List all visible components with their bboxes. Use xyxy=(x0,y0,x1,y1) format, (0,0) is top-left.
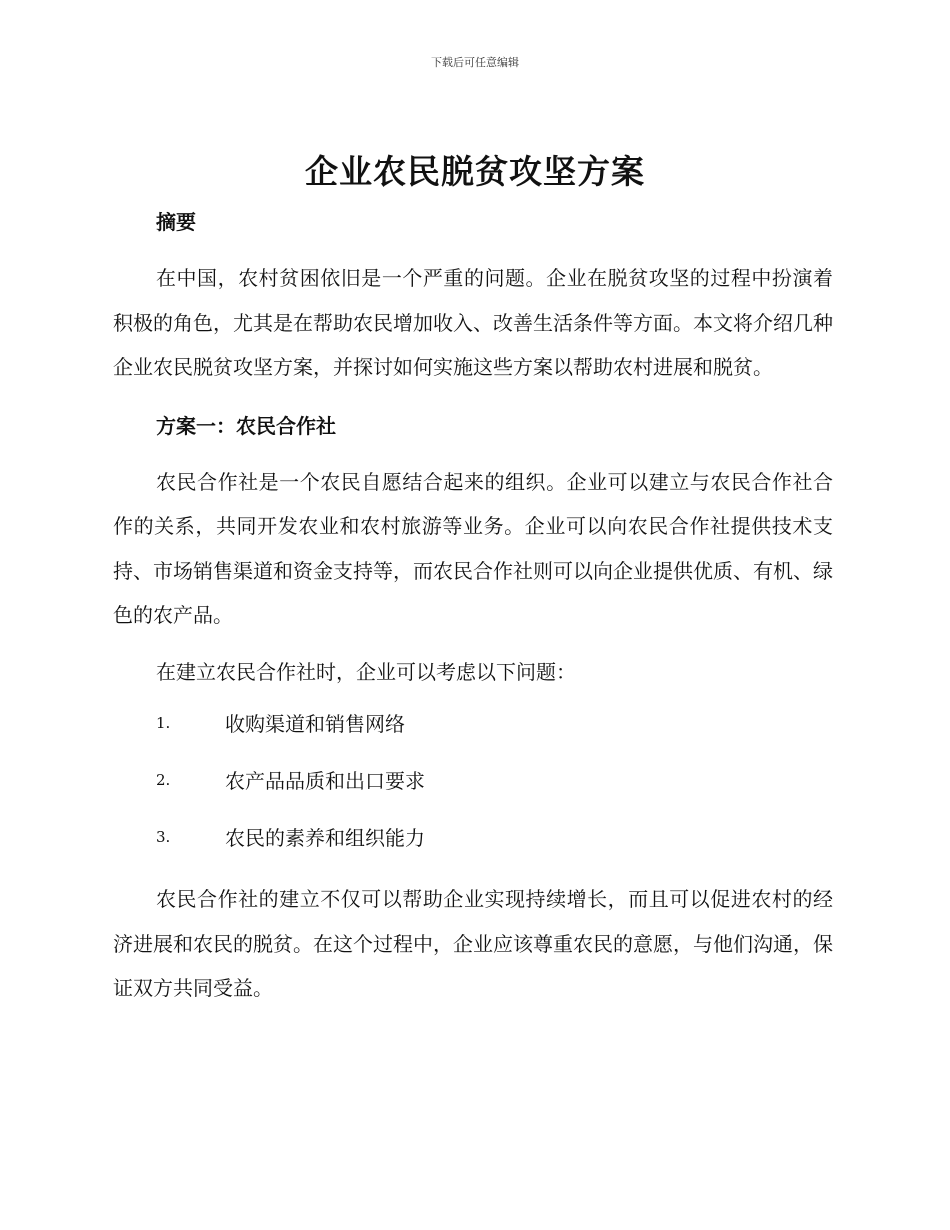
list-item-text: 农产品品质和出口要求 xyxy=(225,769,425,793)
list-item xyxy=(113,694,833,751)
list-item xyxy=(113,751,833,808)
list-item-number: 1. xyxy=(156,713,171,732)
plan1-heading: 方案一：农民合作社 xyxy=(156,413,336,438)
document-body xyxy=(113,200,833,1011)
list-item-number: 3. xyxy=(156,827,171,846)
document-title: 企业农民脱贫攻坚方案 xyxy=(305,152,645,191)
plan1-paragraph-3: 农民合作社的建立不仅可以帮助企业实现持续增长，而且可以促进农村的经济进展和农民的脱贫。在这个过程中，企业应该尊重农民的意愿，与他们沟通，保证双方共同受益。 xyxy=(113,887,833,1000)
list-item xyxy=(113,808,833,865)
plan1-paragraph-1: 农民合作社是一个农民自愿结合起来的组织。企业可以建立与农民合作社合作的关系，共同开发农业和农村旅游等业务。企业可以向农民合作社提供技术支持、市场销售渠道和资金支持等，而农民合作社则可以向企业提供优质、有机、绿色的农产品。 xyxy=(113,469,833,627)
plan1-paragraph-2: 在建立农民合作社时，企业可以考虑以下问题： xyxy=(156,659,576,684)
list-item-number: 2. xyxy=(156,770,171,789)
abstract-paragraph: 在中国，农村贫困依旧是一个严重的问题。企业在脱贫攻坚的过程中扮演着积极的角色，尤其是在帮助农民增加收入、改善生活条件等方面。本文将介绍几种企业农民脱贫攻坚方案，并探讨如何实施这些方案以帮助农村进展和脱贫。 xyxy=(113,266,833,379)
plan1-considerations-list xyxy=(113,694,833,865)
abstract-heading: 摘要 xyxy=(156,210,196,234)
header-note: 下载后可任意编辑 xyxy=(431,56,519,69)
list-item-text: 农民的素养和组织能力 xyxy=(225,826,425,850)
list-item-text: 收购渠道和销售网络 xyxy=(225,712,405,736)
